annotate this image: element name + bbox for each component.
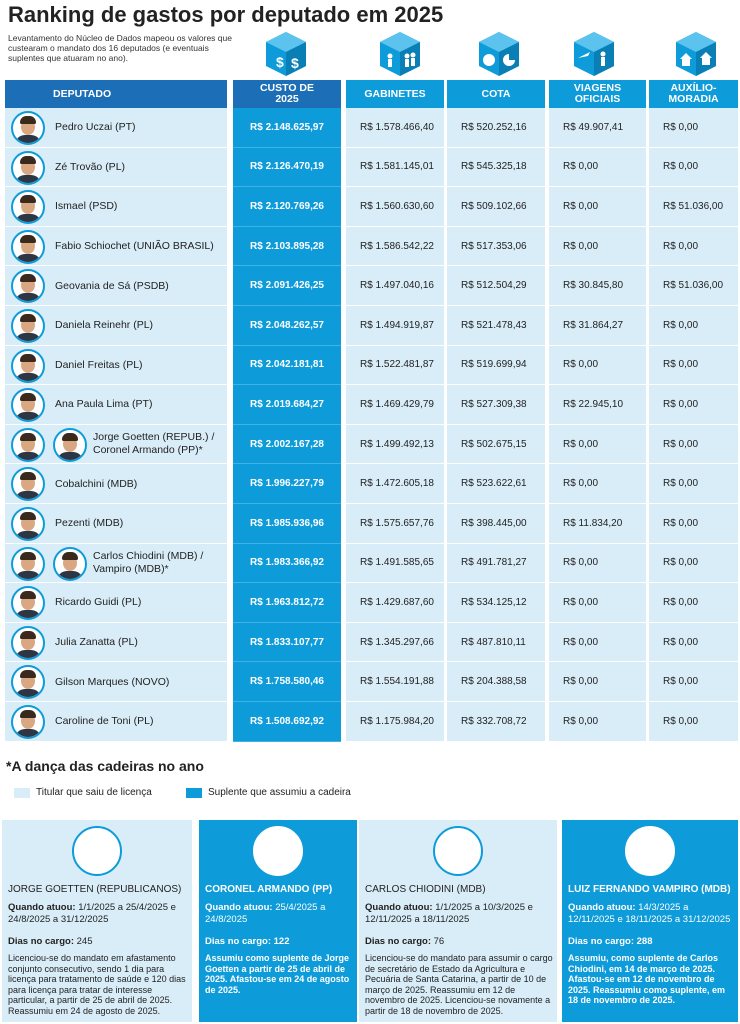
- custo-cell: R$ 1.963.812,72: [233, 583, 341, 623]
- table-row: [5, 306, 738, 346]
- cota-cell: R$ 517.353,06: [447, 227, 545, 267]
- auxilio-cell: R$ 0,00: [649, 702, 738, 742]
- avatar: [11, 705, 45, 739]
- deputado-cell: [5, 464, 227, 504]
- deputado-name: Julia Zanatta (PL): [55, 636, 138, 649]
- cota-cell: R$ 521.478,43: [447, 306, 545, 346]
- custo-cell: R$ 2.019.684,27: [233, 385, 341, 425]
- deputado-name: Daniela Reinehr (PL): [55, 319, 154, 332]
- cota-cell: R$ 502.675,15: [447, 425, 545, 465]
- viagens-cell: R$ 0,00: [549, 187, 646, 227]
- cota-cell: R$ 487.810,11: [447, 623, 545, 663]
- custo-cell: R$ 1.758.580,46: [233, 662, 341, 702]
- card-name: CORONEL ARMANDO (PP): [205, 884, 333, 895]
- table-row: [5, 108, 738, 148]
- danca-title: *A dança das cadeiras no ano: [6, 758, 204, 774]
- gabinetes-cell: R$ 1.472.605,18: [346, 464, 444, 504]
- cota-cell: R$ 204.388,58: [447, 662, 545, 702]
- legend-suplente: [186, 787, 351, 798]
- custo-cell: R$ 2.091.426,25: [233, 266, 341, 306]
- card-dias: Dias no cargo: 122: [205, 936, 290, 947]
- legend-titular: [14, 787, 152, 798]
- custo-cell: R$ 2.048.262,57: [233, 306, 341, 346]
- legend-suplente-label: Suplente que assumiu a cadeira: [208, 787, 351, 798]
- deputado-cell: [5, 623, 227, 663]
- auxilio-cell: R$ 0,00: [649, 623, 738, 663]
- avatar: [11, 230, 45, 264]
- card-dias: Dias no cargo: 245: [8, 936, 93, 947]
- gabinetes-cell: R$ 1.522.481,87: [346, 346, 444, 386]
- gabinetes-cell: R$ 1.345.297,66: [346, 623, 444, 663]
- viagens-cell: R$ 0,00: [549, 544, 646, 584]
- viagens-cell: R$ 0,00: [549, 662, 646, 702]
- auxilio-cell: R$ 0,00: [649, 504, 738, 544]
- custo-cell: R$ 1.833.107,77: [233, 623, 341, 663]
- avatar: [253, 826, 303, 876]
- custo-cell: R$ 2.103.895,28: [233, 227, 341, 267]
- page-title: Ranking de gastos por deputado em 2025: [8, 2, 444, 27]
- auxilio-cell: R$ 0,00: [649, 108, 738, 148]
- cota-cell: R$ 519.699,94: [447, 346, 545, 386]
- gabinetes-cell: R$ 1.575.657,76: [346, 504, 444, 544]
- avatar: [11, 151, 45, 185]
- deputado-name: Ricardo Guidi (PL): [55, 596, 142, 609]
- avatar: [11, 309, 45, 343]
- table-row: [5, 623, 738, 663]
- deputado-cell: [5, 662, 227, 702]
- deputado-name: Daniel Freitas (PL): [55, 358, 143, 371]
- svg-text:$: $: [276, 54, 284, 70]
- cota-cell: R$ 491.781,27: [447, 544, 545, 584]
- col-header-cota: COTA: [447, 80, 545, 108]
- deputado-cell: [5, 148, 227, 188]
- deputado-name: Jorge Goetten (REPUB.) / Coronel Armando (PP)*: [93, 431, 215, 457]
- col-header-auxilio: AUXÍLIO-MORADIA: [649, 80, 738, 108]
- viagens-cell: R$ 0,00: [549, 702, 646, 742]
- auxilio-cell: R$ 0,00: [649, 385, 738, 425]
- dollar-icon: [264, 30, 308, 78]
- gabinetes-cell: R$ 1.469.429,79: [346, 385, 444, 425]
- card-quando-atuou: Quando atuou: 14/3/2025 a 12/11/2025 e 18/11/2025 a 31/12/2025: [568, 902, 731, 925]
- avatar: [11, 547, 45, 581]
- table-row: [5, 187, 738, 227]
- table-row: [5, 464, 738, 504]
- viagens-cell: R$ 0,00: [549, 464, 646, 504]
- auxilio-cell: R$ 0,00: [649, 148, 738, 188]
- table-row: [5, 662, 738, 702]
- deputado-name: Geovania de Sá (PSDB): [55, 279, 169, 292]
- table-row: [5, 702, 738, 742]
- gabinetes-cell: R$ 1.586.542,22: [346, 227, 444, 267]
- auxilio-cell: R$ 0,00: [649, 583, 738, 623]
- deputado-cell: [5, 702, 227, 742]
- card-name: CARLOS CHIODINI (MDB): [365, 884, 486, 895]
- page-subtitle: Levantamento do Núcleo de Dados mapeou os valores que custearam o mandato dos 16 deputados (e eventuais suplentes que atuaram no ano).: [8, 33, 232, 63]
- table-row: [5, 385, 738, 425]
- legend-swatch-light: [14, 788, 30, 798]
- custo-cell: R$ 2.148.625,97: [233, 108, 341, 148]
- table-row: [5, 504, 738, 544]
- col-header-deputado: DEPUTADO: [5, 80, 227, 108]
- col-header-viagens: VIAGENS OFICIAIS: [549, 80, 646, 108]
- avatar: [11, 586, 45, 620]
- custo-cell: R$ 1.996.227,79: [233, 464, 341, 504]
- auxilio-cell: R$ 0,00: [649, 544, 738, 584]
- auxilio-cell: R$ 51.036,00: [649, 187, 738, 227]
- gabinetes-cell: R$ 1.578.466,40: [346, 108, 444, 148]
- viagens-cell: R$ 31.864,27: [549, 306, 646, 346]
- substitution-card: [359, 820, 557, 1022]
- custo-cell: R$ 1.985.936,96: [233, 504, 341, 544]
- auxilio-cell: R$ 0,00: [649, 662, 738, 702]
- viagens-cell: R$ 0,00: [549, 623, 646, 663]
- auxilio-cell: R$ 0,00: [649, 464, 738, 504]
- card-name: LUIZ FERNANDO VAMPIRO (MDB): [568, 884, 731, 895]
- gabinetes-cell: R$ 1.497.040,16: [346, 266, 444, 306]
- card-dias: Dias no cargo: 288: [568, 936, 653, 947]
- gabinetes-cell: R$ 1.175.984,20: [346, 702, 444, 742]
- card-quando-atuou: Quando atuou: 1/1/2025 a 25/4/2025 e 24/8/2025 a 31/12/2025: [8, 902, 176, 925]
- avatar: [11, 388, 45, 422]
- gabinetes-cell: R$ 1.560.630,60: [346, 187, 444, 227]
- deputado-name: Cobalchini (MDB): [55, 477, 138, 490]
- avatar: [433, 826, 483, 876]
- gabinetes-cell: R$ 1.429.687,60: [346, 583, 444, 623]
- cota-cell: R$ 509.102,66: [447, 187, 545, 227]
- card-quando-atuou: Quando atuou: 25/4/2025 a 24/8/2025: [205, 902, 326, 925]
- cota-cell: R$ 534.125,12: [447, 583, 545, 623]
- custo-cell: R$ 1.508.692,92: [233, 702, 341, 742]
- card-description: Assumiu, como suplente de Carlos Chiodini, em 14 de março de 2025. Afastou-se em 12 de novembro de 2025. Reassumiu como suplente, em 18 de novembro de 2025.: [568, 953, 726, 1005]
- table-row: [5, 346, 738, 386]
- cota-cell: R$ 398.445,00: [447, 504, 545, 544]
- avatar: [72, 826, 122, 876]
- deputado-name: Pezenti (MDB): [55, 517, 124, 530]
- cota-cell: R$ 545.325,18: [447, 148, 545, 188]
- deputado-cell: [5, 108, 227, 148]
- cota-cell: R$ 332.708,72: [447, 702, 545, 742]
- avatar: [11, 665, 45, 699]
- cota-cell: R$ 520.252,16: [447, 108, 545, 148]
- people-icon: [378, 30, 422, 78]
- col-header-custo: CUSTO DE 2025: [233, 80, 341, 108]
- table-row: [5, 148, 738, 188]
- gabinetes-cell: R$ 1.494.919,87: [346, 306, 444, 346]
- avatar: [11, 467, 45, 501]
- deputado-name: Ismael (PSD): [55, 200, 118, 213]
- auxilio-cell: R$ 0,00: [649, 306, 738, 346]
- deputado-name: Zé Trovão (PL): [55, 160, 126, 173]
- pie-chart-icon: [477, 30, 521, 78]
- auxilio-cell: R$ 51.036,00: [649, 266, 738, 306]
- legend-swatch-dark: [186, 788, 202, 798]
- avatar: [11, 111, 45, 145]
- deputado-name: Ana Paula Lima (PT): [55, 398, 153, 411]
- viagens-cell: R$ 0,00: [549, 583, 646, 623]
- card-name: JORGE GOETTEN (REPUBLICANOS): [8, 884, 182, 895]
- auxilio-cell: R$ 0,00: [649, 346, 738, 386]
- cota-cell: R$ 512.504,29: [447, 266, 545, 306]
- custo-cell: R$ 1.983.366,92: [233, 544, 341, 584]
- substitution-card: [562, 820, 738, 1022]
- svg-text:$: $: [291, 55, 299, 71]
- deputado-cell: [5, 425, 227, 465]
- house-icon: [674, 30, 718, 78]
- deputado-cell: [5, 227, 227, 267]
- gabinetes-cell: R$ 1.581.145,01: [346, 148, 444, 188]
- gabinetes-cell: R$ 1.554.191,88: [346, 662, 444, 702]
- avatar: [11, 349, 45, 383]
- cota-cell: R$ 523.622,61: [447, 464, 545, 504]
- viagens-cell: R$ 22.945,10: [549, 385, 646, 425]
- table-row: [5, 425, 738, 465]
- substitution-card: [2, 820, 192, 1022]
- deputado-cell: [5, 504, 227, 544]
- col-header-gabinetes: GABINETES: [346, 80, 444, 108]
- substitution-card: [199, 820, 357, 1022]
- custo-cell: R$ 2.042.181,81: [233, 346, 341, 386]
- viagens-cell: R$ 0,00: [549, 346, 646, 386]
- deputado-cell: [5, 583, 227, 623]
- viagens-cell: R$ 49.907,41: [549, 108, 646, 148]
- deputado-cell: [5, 385, 227, 425]
- deputado-cell: [5, 266, 227, 306]
- table-row: [5, 583, 738, 623]
- deputado-cell: [5, 544, 227, 584]
- travel-icon: [572, 30, 616, 78]
- avatar: [625, 826, 675, 876]
- viagens-cell: R$ 0,00: [549, 425, 646, 465]
- table-row: [5, 544, 738, 584]
- deputado-name: Pedro Uczai (PT): [55, 121, 136, 134]
- deputado-cell: [5, 187, 227, 227]
- card-description: Assumiu como suplente de Jorge Goetten a partir de 25 de abril de 2025. Afastou-se em 24 de agosto de 2025.: [205, 953, 350, 995]
- deputado-cell: [5, 346, 227, 386]
- deputado-cell: [5, 306, 227, 346]
- deputado-name: Gilson Marques (NOVO): [55, 675, 170, 688]
- custo-cell: R$ 2.002.167,28: [233, 425, 341, 465]
- gabinetes-cell: R$ 1.491.585,65: [346, 544, 444, 584]
- deputado-name: Caroline de Toni (PL): [55, 715, 154, 728]
- card-quando-atuou: Quando atuou: 1/1/2025 a 10/3/2025 e 12/11/2025 a 18/11/2025: [365, 902, 533, 925]
- viagens-cell: R$ 0,00: [549, 148, 646, 188]
- avatar: [11, 190, 45, 224]
- avatar: [11, 428, 45, 462]
- legend-titular-label: Titular que saiu de licença: [36, 787, 152, 798]
- viagens-cell: R$ 30.845,80: [549, 266, 646, 306]
- card-description: Licenciou-se do mandato para assumir o cargo de secretário de Estado da Agricultura e Pecuária de Santa Catarina, a partir de 10 de março de 2025. Reassumiu em 12 de novembro de 2025. Licenciou-se novamente a partir de 18 de novembro de 2025.: [365, 953, 553, 1016]
- ranking-table: [5, 108, 738, 742]
- auxilio-cell: R$ 0,00: [649, 227, 738, 267]
- auxilio-cell: R$ 0,00: [649, 425, 738, 465]
- table-row: [5, 266, 738, 306]
- cota-cell: R$ 527.309,38: [447, 385, 545, 425]
- deputado-name: Carlos Chiodini (MDB) / Vampiro (MDB)*: [93, 549, 204, 575]
- custo-cell: R$ 2.126.470,19: [233, 148, 341, 188]
- gabinetes-cell: R$ 1.499.492,13: [346, 425, 444, 465]
- avatar: [11, 626, 45, 660]
- deputado-name: Fabio Schiochet (UNIÃO BRASIL): [55, 240, 214, 253]
- avatar: [53, 547, 87, 581]
- avatar: [11, 269, 45, 303]
- avatar: [11, 507, 45, 541]
- avatar: [53, 428, 87, 462]
- custo-cell: R$ 2.120.769,26: [233, 187, 341, 227]
- table-row: [5, 227, 738, 267]
- card-dias: Dias no cargo: 76: [365, 936, 445, 947]
- card-description: Licenciou-se do mandato em afastamento conjunto consecutivo, sendo 1 dia para licença para tratamento de saúde e 120 dias para licença para tratar de interesse particular, a partir de 25 de abril de 2025. Reassumiu em 24 de agosto de 2025.: [8, 953, 186, 1016]
- viagens-cell: R$ 11.834,20: [549, 504, 646, 544]
- viagens-cell: R$ 0,00: [549, 227, 646, 267]
